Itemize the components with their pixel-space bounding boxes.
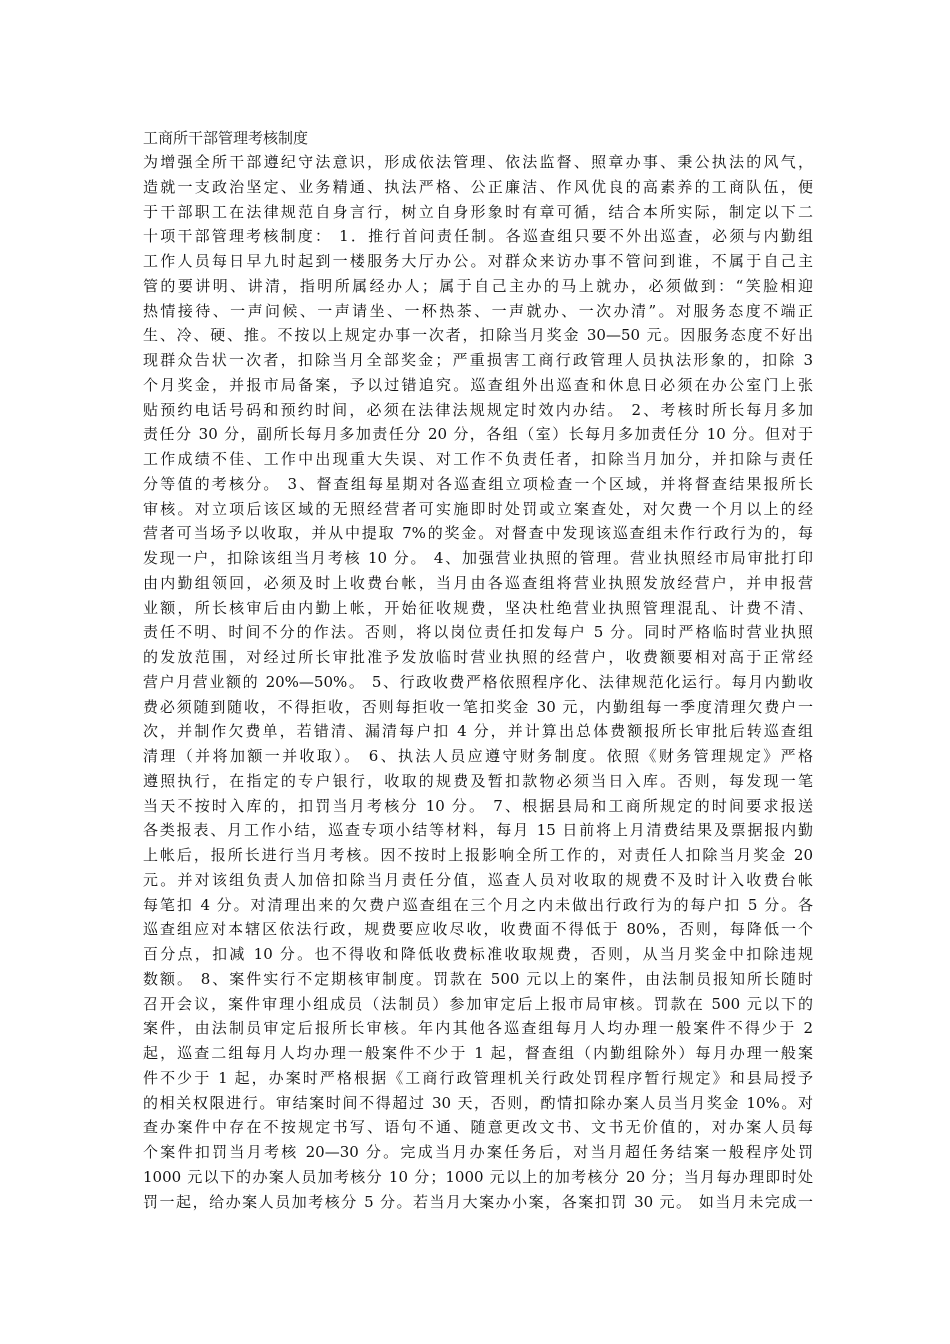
body-text-line: 由内勤组领回，必须及时上收费台帐，当月由各巡查组将营业执照发放经营户，并申报营	[143, 573, 813, 592]
body-text-line: 费必须随到随收，不得拒收，否则每拒收一笔扣奖金 30 元，内勤组每一季度清理欠费户一	[143, 697, 813, 716]
body-text-line: 的发放范围，对经过所长审批准予发放临时营业执照的经营户，收费额要相对高于正常经	[143, 648, 813, 666]
body-text-line: 罚一起，给办案人员加考核分 5 分。若当月大案办小案，各案扣罚 30 元。 如当月未完成一	[143, 1192, 813, 1211]
body-text-line: 责任不明、时间不分的作法。否则，将以岗位责任扣发每户 5 分。同时严格临时营业执照	[143, 623, 813, 642]
document-title: 工商所干部管理考核制度	[143, 129, 309, 147]
body-text-line: 的相关权限进行。审结案时间不得超过 30 天，否则，酌情扣除办案人员当月奖金 10%。对	[143, 1093, 813, 1112]
body-text-line: 热情接待、一声问候、一声请坐、一杯热茶、一声就办、一次办清”。对服务态度不端正	[143, 301, 813, 320]
body-text-line: 审核。对立项后该区域的无照经营者可实施即时处罚或立案查处，对欠费一个月以上的经	[143, 499, 813, 518]
body-text-line: 个月奖金，并报市局备案，予以过错追究。巡查组外出巡查和休息日必须在办公室门上张	[143, 375, 813, 394]
body-text-line: 召开会议，案件审理小组成员（法制员）参加审定后上报市局审核。罚款在 500 元以下的	[143, 994, 813, 1013]
body-text-line: 件不少于 1 起，办案时严格根据《工商行政管理机关行政处罚程序暂行规定》和县局授予	[143, 1068, 813, 1087]
body-text-line: 业额，所长核审后由内勤上帐，开始征收规费，坚决杜绝营业执照管理混乱、计费不清、	[143, 598, 813, 617]
document-page	[143, 126, 813, 1214]
body-text-line: 元。并对该组负责人加倍扣除当月责任分值，巡查人员对收取的规费不及时计入收费台帐	[143, 870, 813, 889]
body-text-line: 清理（并将加额一并收取）。 6、执法人员应遵守财务制度。依照《财务管理规定》严格	[143, 747, 813, 765]
body-text-line: 造就一支政治坚定、业务精通、执法严格、公正廉洁、作风优良的高素养的工商队伍，便	[143, 177, 813, 196]
body-text-line: 1000 元以下的办案人员加考核分 10 分；1000 元以上的加考核分 20 分；当月每办理即时处	[143, 1167, 813, 1186]
body-text-line: 于干部职工在法律规范自身言行，树立自身形象时有章可循，结合本所实际，制定以下二	[143, 202, 813, 221]
body-text-line: 数额。 8、案件实行不定期核审制度。罚款在 500 元以上的案件，由法制员报知所长随时	[143, 969, 813, 988]
body-text-line: 工作成绩不佳、工作中出现重大失误、对工作不负责任者，扣除当月加分，并扣除与责任	[143, 450, 813, 468]
body-text-line: 责任分 30 分，副所长每月多加责任分 20 分，各组（室）长每月多加责任分 10 分。但对于	[143, 425, 813, 444]
body-text-line: 查办案件中存在不按规定书写、语句不通、随意更改文书、文书无价值的，对办案人员每	[143, 1118, 813, 1137]
body-text-line: 次，并制作欠费单，若错清、漏清每户扣 4 分，并计算出总体费额报所长审批后转巡查组	[143, 722, 813, 741]
document-body	[143, 150, 813, 1214]
body-text-line: 起，巡查二组每月人均办理一般案件不少于 1 起，督查组（内勤组除外）每月办理一般案	[143, 1044, 813, 1062]
body-text-line: 案件，由法制员审定后报所长审核。年内其他各巡查组每月人均办理一般案件不得少于 2	[143, 1019, 813, 1038]
body-text-line: 上帐后，报所长进行当月考核。因不按时上报影响全所工作的，对责任人扣除当月奖金 20	[143, 846, 813, 864]
body-text-line: 生、冷、硬、推。不按以上规定办事一次者，扣除当月奖金 30—50 元。因服务态度不好出	[143, 326, 813, 345]
body-text-line: 遵照执行，在指定的专户银行，收取的规费及暂扣款物必须当日入库。否则，每发现一笔	[143, 771, 813, 790]
body-text-line: 营者可当场予以收取，并从中提取 7%的奖金。对督查中发现该巡查组未作行政行为的，每	[143, 524, 813, 543]
body-text-line: 营户月营业额的 20%—50%。 5、行政收费严格依照程序化、法律规范化运行。每月内勤收	[143, 672, 813, 691]
body-text-line: 巡查组应对本辖区依法行政，规费要应收尽收，收费面不得低于 80%，否则，每降低一个	[143, 920, 813, 939]
body-text-line: 分等值的考核分。 3、督查组每星期对各巡查组立项检查一个区域，并将督查结果报所长	[143, 474, 813, 493]
body-text-line: 百分点，扣减 10 分。也不得收和降低收费标准收取规费，否则，从当月奖金中扣除违规	[143, 945, 813, 963]
body-text-line: 工作人员每日早九时起到一楼服务大厅办公。对群众来访办事不管问到谁，不属于自己主	[143, 252, 813, 270]
body-text-line: 十项干部管理考核制度： 1．推行首问责任制。各巡查组只要不外出巡查，必须与内勤组	[143, 227, 813, 246]
body-text-line: 管的要讲明、讲清，指明所属经办人；属于自己主办的马上就办，必须做到：“笑脸相迎	[143, 276, 813, 295]
body-text-line: 为增强全所干部遵纪守法意识，形成依法管理、依法监督、照章办事、秉公执法的风气，	[143, 153, 813, 171]
body-text-line: 各类报表、月工作小结，巡查专项小结等材料，每月 15 日前将上月清费结果及票据报内勤	[143, 821, 813, 840]
body-text-line: 个案件扣罚当月考核 20—30 分。完成当月办案任务后，对当月超任务结案一般程序处罚	[143, 1143, 813, 1161]
body-text-line: 贴预约电话号码和预约时间，必须在法律法规规定时效内办结。 2、考核时所长每月多加	[143, 400, 813, 419]
body-text-line: 当天不按时入库的，扣罚当月考核分 10 分。 7、根据县局和工商所规定的时间要求报送	[143, 796, 813, 815]
body-text-line: 每笔扣 4 分。对清理出来的欠费户巡查组在三个月之内未做出行政行为的每户扣 5 分。各	[143, 895, 813, 914]
body-text-line: 现群众告状一次者，扣除当月全部奖金；严重损害工商行政管理人员执法形象的，扣除 3	[143, 351, 813, 369]
body-text-line: 发现一户，扣除该组当月考核 10 分。 4、加强营业执照的管理。营业执照经市局审批打印	[143, 549, 813, 567]
